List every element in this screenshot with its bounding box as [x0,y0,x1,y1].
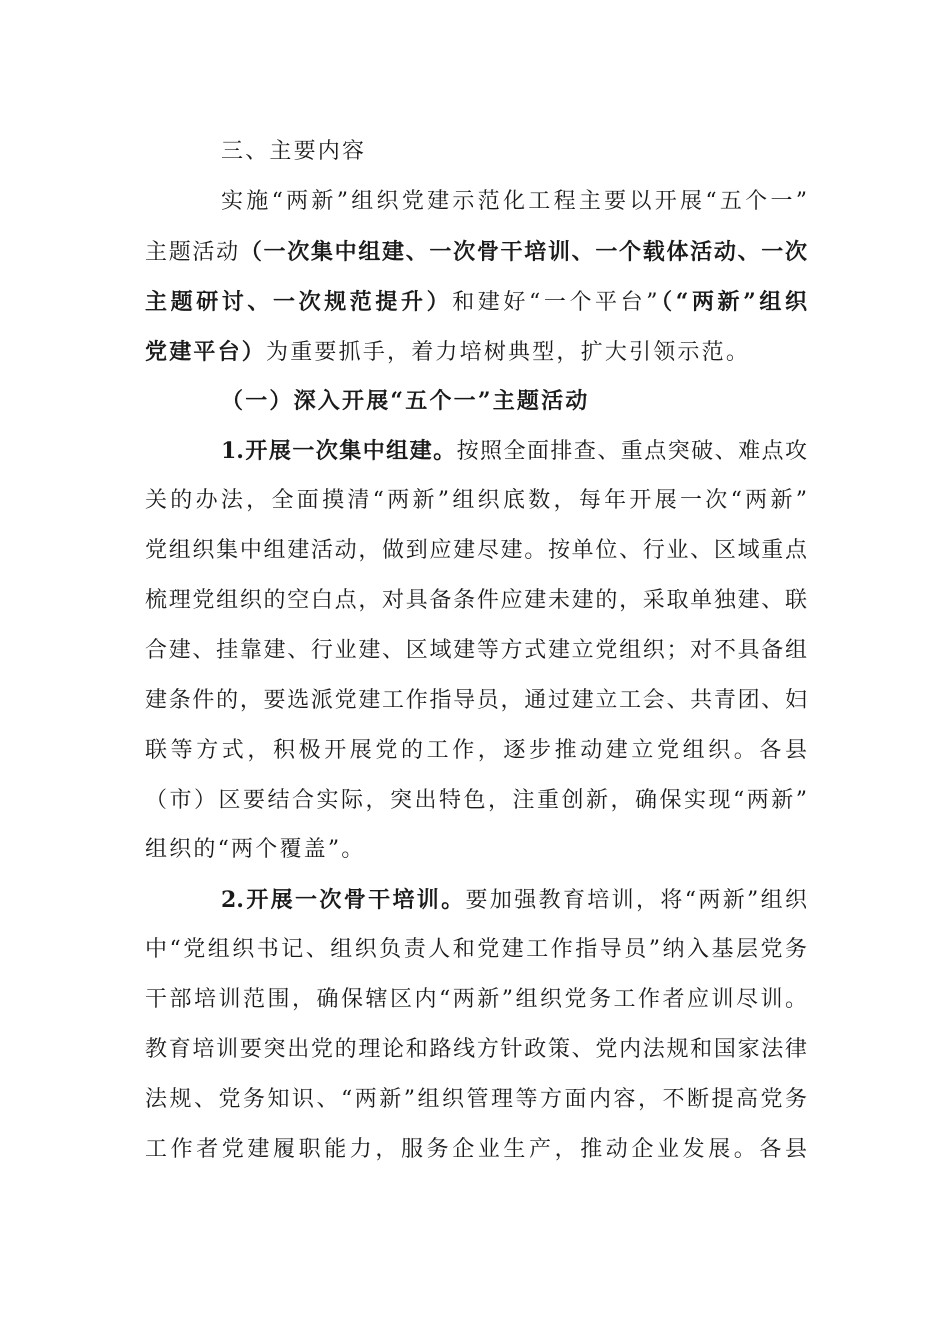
paragraph-line [145,784,807,818]
paragraph-line [145,534,807,568]
paragraph-line [145,634,807,668]
text-run: 关的办法，全面摸清“两新”组织底数，每年开展一次“两新” [145,488,807,513]
paragraph-line [221,185,807,219]
section-heading [221,135,807,169]
text-run: 联等方式，积极开展党的工作，逐步推动建立党组织。各县 [145,738,807,763]
bold-run: 1.开展一次集中组建。 [221,438,457,464]
paragraph-line [145,1083,807,1117]
text-run: 工作者党建履职能力，服务企业生产，推动企业发展。各县 [145,1137,807,1162]
text-run: 党组织集中组建活动，做到应建尽建。按单位、行业、区域重点 [145,538,807,563]
paragraph-line [221,434,807,468]
paragraph-line [145,235,807,269]
paragraph-line [145,833,807,867]
text-run: 三、主要内容 [221,139,367,164]
bold-run: 主题研讨、一次规范提升） [145,289,453,315]
paragraph-line [145,983,807,1017]
paragraph-line [145,1133,807,1167]
text-run: 教育培训要突出党的理论和路线方针政策、党内法规和国家法律 [145,1037,807,1062]
paragraph-line [145,734,807,768]
text-run: 建条件的，要选派党建工作指导员，通过建立工会、共青团、妇 [145,688,807,713]
paragraph-line [221,883,807,917]
text-run: （市）区要结合实际，突出特色，注重创新，确保实现“两新” [145,788,807,813]
text-run: 为重要抓手，着力培树典型，扩大引领示范。 [266,340,751,365]
paragraph-line [145,335,807,369]
bold-run: （“两新”组织 [657,289,808,315]
text-run: 干部培训范围，确保辖区内“两新”组织党务工作者应训尽训。 [145,987,807,1012]
bold-run: （一）深入开展“五个一”主题活动 [221,388,590,414]
text-run: 法规、党务知识、“两新”组织管理等方面内容，不断提高党务 [145,1087,807,1112]
text-run: 梳理党组织的空白点，对具备条件应建未建的，采取单独建、联 [145,588,807,613]
subsection-heading [221,384,807,418]
bold-run: 党建平台） [145,339,267,365]
text-run: 合建、挂靠建、行业建、区域建等方式建立党组织；对不具备组 [145,638,807,663]
paragraph-line [145,584,807,618]
paragraph-line [145,1033,807,1067]
paragraph-line [145,484,807,518]
text-run: 主题活动 [145,240,240,265]
text-run: 要加强教育培训，将“两新”组织 [465,888,808,913]
text-run: 中“党组织书记、组织负责人和党建工作指导员”纳入基层党务 [145,937,807,962]
text-run: 按照全面排查、重点突破、难点攻 [456,439,807,464]
bold-run: 2.开展一次骨干培训。 [221,887,466,913]
paragraph-line [145,285,807,319]
text-run: 和建好“一个平台” [452,290,658,315]
bold-run: （一次集中组建、一次骨干培训、一个载体活动、一次 [239,239,807,265]
paragraph-line [145,684,807,718]
text-run: 组织的“两个覆盖”。 [145,837,366,862]
paragraph-line [145,933,807,967]
text-run: 实施“两新”组织党建示范化工程主要以开展“五个一” [221,189,807,214]
